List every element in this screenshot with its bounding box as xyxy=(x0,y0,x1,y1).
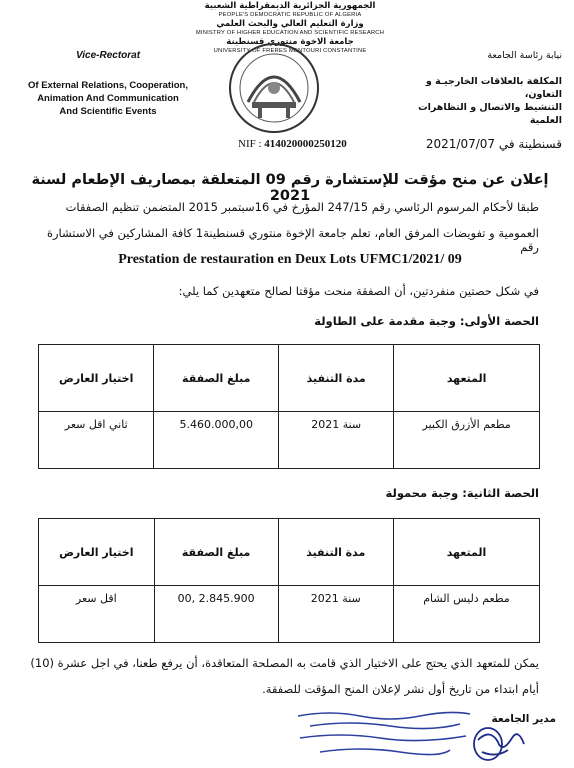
ministry-ar: وزارة التعليم العالي والبحث العلمي xyxy=(216,19,364,29)
lot-1-table xyxy=(38,344,540,469)
dept-ar-line: التنشيط والاتصال و التظاهرات العلمية xyxy=(418,102,562,126)
table-row xyxy=(39,586,540,643)
closing-line-2: أيام ابتداء من تاريخ أول نشر لإعلان المنح المؤقت للصفقة. xyxy=(262,682,539,696)
lot-1-title: الحصة الأولى: وجبة مقدمة على الطاولة xyxy=(314,314,539,328)
dept-en-line: Animation And Communication xyxy=(37,93,179,104)
cell-duration: سنة 2021 xyxy=(278,586,393,643)
consultation-reference: Prestation de restauration en Deux Lots UFMC1/2021/ 09 xyxy=(118,252,462,267)
table-header-row xyxy=(39,519,540,586)
dept-en-line: And Scientific Events xyxy=(59,106,157,117)
intro-line-2: العمومية و تفويضات المرفق العام، تعلم جامعة الإخوة منتوري قسنطينة1 كافة المشاركين في الاستشارة رقم xyxy=(46,226,539,254)
closing-line-1: يمكن للمتعهد الذي يحتج على الاختيار الذي قامت به المصلحة المتعاقدة، أن يرفع طعنا، في اجل عشرة (10) xyxy=(30,656,539,670)
header-bidder: المتعهد xyxy=(394,345,540,412)
signature xyxy=(468,720,528,764)
cell-bidder: مطعم الأزرق الكبير xyxy=(394,412,540,469)
award-line: في شكل حصتين منفردتين، أن الصفقة منحت مؤقتا لصالح متعهدين كما يلي: xyxy=(178,284,539,298)
header-duration: مدة التنفيذ xyxy=(278,519,393,586)
header-selection: اختيار العارض xyxy=(39,519,155,586)
header-selection: اختيار العارض xyxy=(39,345,154,412)
cell-bidder: مطعم دليس الشام xyxy=(393,586,539,643)
niyaba-ar: نيابة رئاسة الجامعة xyxy=(487,50,562,61)
university-logo xyxy=(228,42,320,134)
nif-value: 414020000250120 xyxy=(264,138,347,150)
cell-selection: ثاني اقل سعر xyxy=(39,412,154,469)
table-header-row xyxy=(39,345,540,412)
document-date: قسنطينة في 2021/07/07 xyxy=(425,137,562,151)
dept-en-line: Of External Relations, Cooperation, xyxy=(28,80,188,91)
vice-rectorat: Vice-Rectorat xyxy=(75,50,141,61)
table-row xyxy=(39,412,540,469)
cell-amount: 2.845.900 ,00 xyxy=(154,586,278,643)
cell-duration: سنة 2021 xyxy=(279,412,394,469)
intro-line-1: طبقا لأحكام المرسوم الرئاسي رقم 247/15 المؤرخ في 16سبتمبر 2015 المتضمن تنظيم الصفقات xyxy=(65,200,539,214)
cell-selection: اقل سعر xyxy=(39,586,155,643)
header-amount: مبلغ الصفقة xyxy=(154,519,278,586)
header-bidder: المتعهد xyxy=(393,519,539,586)
official-stamp xyxy=(290,708,480,763)
left-header xyxy=(18,50,198,118)
lot-2-title: الحصة الثانية: وجبة محمولة xyxy=(385,486,539,500)
ministry-en: MINISTRY OF HIGHER EDUCATION AND SCIENTIFIC RESEARCH xyxy=(195,30,385,36)
director-label: مدير الجامعة xyxy=(491,713,556,725)
country-ar: الجمهورية الجزائرية الديمقراطية الشعبية xyxy=(204,1,376,11)
header-amount: مبلغ الصفقة xyxy=(154,345,279,412)
document-title: إعلان عن منح مؤقت للإستشارة رقم 09 المتعلقة بمصاريف الإطعام لسنة 2021 xyxy=(31,172,549,204)
university-ar: جامعة الاخوة منتوري قسنطينة xyxy=(226,37,354,47)
country-en: PEOPLE'S DEMOCRATIC REPUBLIC OF ALGERIA xyxy=(218,12,362,18)
cell-amount: 5.460.000,00 xyxy=(154,412,279,469)
right-header xyxy=(392,50,562,151)
nif-line xyxy=(238,138,347,150)
university-en: UNIVERSITY OF FRERES MENTOURI CONSTANTINE xyxy=(213,48,367,54)
dept-ar-line: المكلفة بالعلاقات الخارجيـة و التعاون، xyxy=(425,76,562,100)
header-duration: مدة التنفيذ xyxy=(279,345,394,412)
lot-2-table xyxy=(38,518,540,643)
nif-label: NIF : xyxy=(238,138,262,150)
